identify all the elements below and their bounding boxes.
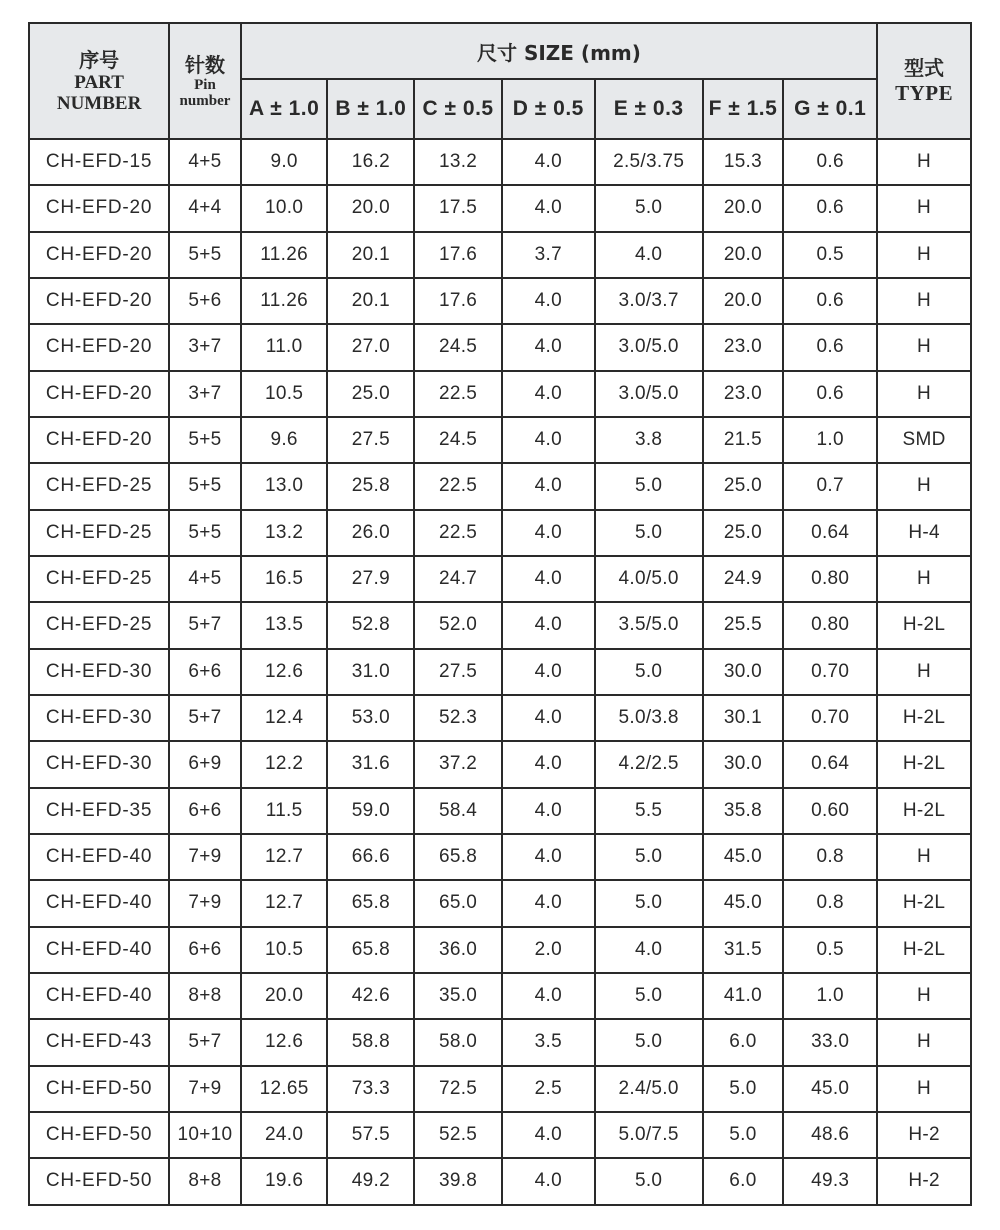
table-row bbox=[29, 510, 971, 556]
dim-c-cell: 58.4 bbox=[414, 788, 502, 834]
pin-number-cell: 3+7 bbox=[169, 324, 241, 370]
pin-number-cell: 6+9 bbox=[169, 741, 241, 787]
dim-a-cell: 13.2 bbox=[241, 510, 328, 556]
pin-number-cell: 7+9 bbox=[169, 880, 241, 926]
dim-b-cell: 20.1 bbox=[327, 232, 414, 278]
dim-d-cell: 4.0 bbox=[502, 278, 595, 324]
dim-b-cell: 31.6 bbox=[327, 741, 414, 787]
type-header bbox=[877, 23, 971, 139]
dim-d-cell: 2.0 bbox=[502, 927, 595, 973]
part-number-cell: CH-EFD-20 bbox=[29, 185, 169, 231]
dim-a-cell: 16.5 bbox=[241, 556, 328, 602]
type-cell: H bbox=[877, 973, 971, 1019]
type-cell: H bbox=[877, 139, 971, 185]
dim-a-cell: 12.2 bbox=[241, 741, 328, 787]
dim-b-cell: 66.6 bbox=[327, 834, 414, 880]
table-row bbox=[29, 927, 971, 973]
dim-b-cell: 27.9 bbox=[327, 556, 414, 602]
dim-f-cell: 15.3 bbox=[703, 139, 784, 185]
dim-a-cell: 10.5 bbox=[241, 371, 328, 417]
dim-e-cell: 3.8 bbox=[595, 417, 703, 463]
pin-number-cell: 10+10 bbox=[169, 1112, 241, 1158]
dim-d-cell: 4.0 bbox=[502, 185, 595, 231]
dim-g-cell: 0.64 bbox=[783, 510, 877, 556]
dim-g-cell: 48.6 bbox=[783, 1112, 877, 1158]
dim-f-cell: 45.0 bbox=[703, 880, 784, 926]
dim-d-cell: 4.0 bbox=[502, 463, 595, 509]
dim-f-cell: 20.0 bbox=[703, 232, 784, 278]
table-row bbox=[29, 1158, 971, 1204]
dim-d-cell: 4.0 bbox=[502, 649, 595, 695]
part-number-cell: CH-EFD-25 bbox=[29, 556, 169, 602]
dim-d-cell: 2.5 bbox=[502, 1066, 595, 1112]
dim-g-cell: 0.70 bbox=[783, 649, 877, 695]
table-row bbox=[29, 1066, 971, 1112]
dim-c-cell: 36.0 bbox=[414, 927, 502, 973]
dim-c-cell: 72.5 bbox=[414, 1066, 502, 1112]
dim-b-cell: 25.0 bbox=[327, 371, 414, 417]
dim-b-cell: 59.0 bbox=[327, 788, 414, 834]
type-cell: H bbox=[877, 278, 971, 324]
dim-e-cell: 5.0 bbox=[595, 463, 703, 509]
pin-number-cell: 7+9 bbox=[169, 834, 241, 880]
dim-e-cell: 5.0 bbox=[595, 973, 703, 1019]
dim-f-header: F ± 1.5 bbox=[703, 79, 784, 139]
part-number-header bbox=[29, 23, 169, 139]
dim-d-cell: 4.0 bbox=[502, 741, 595, 787]
part-number-cell: CH-EFD-15 bbox=[29, 139, 169, 185]
dim-a-cell: 12.65 bbox=[241, 1066, 328, 1112]
dim-g-cell: 0.64 bbox=[783, 741, 877, 787]
dim-f-cell: 30.0 bbox=[703, 649, 784, 695]
table-row bbox=[29, 371, 971, 417]
dim-f-cell: 5.0 bbox=[703, 1066, 784, 1112]
dim-c-cell: 24.5 bbox=[414, 324, 502, 370]
table-row bbox=[29, 973, 971, 1019]
dim-g-header: G ± 0.1 bbox=[783, 79, 877, 139]
dim-e-cell: 5.0 bbox=[595, 510, 703, 556]
part-number-cell: CH-EFD-20 bbox=[29, 232, 169, 278]
dim-c-cell: 17.6 bbox=[414, 278, 502, 324]
dim-a-cell: 24.0 bbox=[241, 1112, 328, 1158]
part-number-cell: CH-EFD-40 bbox=[29, 973, 169, 1019]
dim-f-cell: 20.0 bbox=[703, 185, 784, 231]
dim-d-cell: 4.0 bbox=[502, 139, 595, 185]
table-header bbox=[29, 23, 971, 139]
dim-g-cell: 0.6 bbox=[783, 324, 877, 370]
dim-c-cell: 24.7 bbox=[414, 556, 502, 602]
dim-e-header: E ± 0.3 bbox=[595, 79, 703, 139]
dim-d-cell: 3.7 bbox=[502, 232, 595, 278]
dim-b-cell: 42.6 bbox=[327, 973, 414, 1019]
dim-e-cell: 3.0/5.0 bbox=[595, 371, 703, 417]
pin-number-header-zh: 针数 bbox=[184, 53, 225, 77]
dim-e-cell: 5.0 bbox=[595, 834, 703, 880]
type-cell: H bbox=[877, 371, 971, 417]
dim-a-cell: 12.6 bbox=[241, 649, 328, 695]
type-cell: H bbox=[877, 185, 971, 231]
dim-a-cell: 11.26 bbox=[241, 278, 328, 324]
dim-b-cell: 26.0 bbox=[327, 510, 414, 556]
pin-number-cell: 5+5 bbox=[169, 463, 241, 509]
table-row bbox=[29, 185, 971, 231]
dim-e-cell: 5.0 bbox=[595, 185, 703, 231]
dim-d-cell: 4.0 bbox=[502, 556, 595, 602]
dim-d-cell: 4.0 bbox=[502, 371, 595, 417]
table-row bbox=[29, 1112, 971, 1158]
dim-e-cell: 4.0 bbox=[595, 232, 703, 278]
part-number-cell: CH-EFD-30 bbox=[29, 649, 169, 695]
dim-f-cell: 20.0 bbox=[703, 278, 784, 324]
dim-f-cell: 25.0 bbox=[703, 510, 784, 556]
type-cell: H bbox=[877, 324, 971, 370]
dim-d-header: D ± 0.5 bbox=[502, 79, 595, 139]
type-cell: H-2L bbox=[877, 741, 971, 787]
part-number-cell: CH-EFD-40 bbox=[29, 834, 169, 880]
dim-d-cell: 4.0 bbox=[502, 880, 595, 926]
table-row bbox=[29, 880, 971, 926]
type-cell: H-2L bbox=[877, 788, 971, 834]
dim-d-cell: 4.0 bbox=[502, 510, 595, 556]
table-row bbox=[29, 1019, 971, 1065]
table-row bbox=[29, 417, 971, 463]
dim-c-cell: 52.5 bbox=[414, 1112, 502, 1158]
dim-b-cell: 20.1 bbox=[327, 278, 414, 324]
dim-g-cell: 0.70 bbox=[783, 695, 877, 741]
dim-e-cell: 2.5/3.75 bbox=[595, 139, 703, 185]
dim-c-cell: 39.8 bbox=[414, 1158, 502, 1204]
dim-e-cell: 5.0/7.5 bbox=[595, 1112, 703, 1158]
dim-c-cell: 22.5 bbox=[414, 463, 502, 509]
dim-f-cell: 30.1 bbox=[703, 695, 784, 741]
dim-b-cell: 27.0 bbox=[327, 324, 414, 370]
type-cell: H-2L bbox=[877, 695, 971, 741]
dim-b-cell: 58.8 bbox=[327, 1019, 414, 1065]
dim-e-cell: 5.0/3.8 bbox=[595, 695, 703, 741]
pin-number-cell: 4+5 bbox=[169, 139, 241, 185]
pin-number-cell: 5+5 bbox=[169, 510, 241, 556]
dim-f-cell: 21.5 bbox=[703, 417, 784, 463]
type-cell: SMD bbox=[877, 417, 971, 463]
part-number-cell: CH-EFD-20 bbox=[29, 371, 169, 417]
dim-f-cell: 35.8 bbox=[703, 788, 784, 834]
part-number-cell: CH-EFD-25 bbox=[29, 463, 169, 509]
dim-a-cell: 11.0 bbox=[241, 324, 328, 370]
dim-d-cell: 4.0 bbox=[502, 417, 595, 463]
table-row bbox=[29, 556, 971, 602]
dim-g-cell: 0.80 bbox=[783, 556, 877, 602]
dim-f-cell: 23.0 bbox=[703, 324, 784, 370]
pin-number-cell: 8+8 bbox=[169, 1158, 241, 1204]
dim-e-cell: 3.0/3.7 bbox=[595, 278, 703, 324]
size-group-header: 尺寸 SIZE (mm) bbox=[241, 23, 877, 79]
part-number-header-zh: 序号 bbox=[79, 48, 120, 72]
dim-f-cell: 30.0 bbox=[703, 741, 784, 787]
pin-number-cell: 5+7 bbox=[169, 602, 241, 648]
dim-f-cell: 6.0 bbox=[703, 1158, 784, 1204]
dim-g-cell: 1.0 bbox=[783, 973, 877, 1019]
dim-g-cell: 0.60 bbox=[783, 788, 877, 834]
dim-e-cell: 5.0 bbox=[595, 649, 703, 695]
dim-e-cell: 5.0 bbox=[595, 1019, 703, 1065]
table-row bbox=[29, 741, 971, 787]
dim-b-header: B ± 1.0 bbox=[327, 79, 414, 139]
dim-f-cell: 25.0 bbox=[703, 463, 784, 509]
dim-d-cell: 3.5 bbox=[502, 1019, 595, 1065]
table-row bbox=[29, 232, 971, 278]
dim-c-cell: 37.2 bbox=[414, 741, 502, 787]
table-row bbox=[29, 278, 971, 324]
dim-g-cell: 45.0 bbox=[783, 1066, 877, 1112]
dim-c-header: C ± 0.5 bbox=[414, 79, 502, 139]
pin-number-header bbox=[169, 23, 241, 139]
dim-d-cell: 4.0 bbox=[502, 834, 595, 880]
dim-d-cell: 4.0 bbox=[502, 1158, 595, 1204]
type-cell: H-2 bbox=[877, 1158, 971, 1204]
dim-g-cell: 0.6 bbox=[783, 371, 877, 417]
dim-c-cell: 17.6 bbox=[414, 232, 502, 278]
part-number-cell: CH-EFD-50 bbox=[29, 1066, 169, 1112]
dim-a-cell: 13.0 bbox=[241, 463, 328, 509]
part-number-cell: CH-EFD-20 bbox=[29, 278, 169, 324]
dim-g-cell: 0.6 bbox=[783, 278, 877, 324]
dim-c-cell: 52.3 bbox=[414, 695, 502, 741]
dim-g-cell: 0.7 bbox=[783, 463, 877, 509]
part-number-cell: CH-EFD-30 bbox=[29, 695, 169, 741]
dim-g-cell: 1.0 bbox=[783, 417, 877, 463]
table-row bbox=[29, 139, 971, 185]
dim-d-cell: 4.0 bbox=[502, 973, 595, 1019]
type-cell: H-2 bbox=[877, 1112, 971, 1158]
part-number-cell: CH-EFD-43 bbox=[29, 1019, 169, 1065]
dim-e-cell: 4.0 bbox=[595, 927, 703, 973]
dim-f-cell: 41.0 bbox=[703, 973, 784, 1019]
pin-number-cell: 8+8 bbox=[169, 973, 241, 1019]
dim-f-cell: 24.9 bbox=[703, 556, 784, 602]
dim-c-cell: 35.0 bbox=[414, 973, 502, 1019]
dim-g-cell: 0.80 bbox=[783, 602, 877, 648]
dim-c-cell: 13.2 bbox=[414, 139, 502, 185]
pin-number-cell: 5+7 bbox=[169, 1019, 241, 1065]
dim-d-cell: 4.0 bbox=[502, 324, 595, 370]
dim-e-cell: 5.0 bbox=[595, 880, 703, 926]
dim-c-cell: 17.5 bbox=[414, 185, 502, 231]
dim-a-cell: 12.7 bbox=[241, 834, 328, 880]
part-number-cell: CH-EFD-50 bbox=[29, 1158, 169, 1204]
part-number-cell: CH-EFD-25 bbox=[29, 510, 169, 556]
dim-g-cell: 0.5 bbox=[783, 927, 877, 973]
dim-a-cell: 12.6 bbox=[241, 1019, 328, 1065]
pin-number-cell: 5+5 bbox=[169, 232, 241, 278]
part-number-cell: CH-EFD-50 bbox=[29, 1112, 169, 1158]
dim-c-cell: 22.5 bbox=[414, 510, 502, 556]
dim-f-cell: 25.5 bbox=[703, 602, 784, 648]
dim-b-cell: 20.0 bbox=[327, 185, 414, 231]
type-cell: H-2L bbox=[877, 880, 971, 926]
type-cell: H-2L bbox=[877, 927, 971, 973]
type-cell: H bbox=[877, 1066, 971, 1112]
part-number-cell: CH-EFD-40 bbox=[29, 927, 169, 973]
part-number-cell: CH-EFD-35 bbox=[29, 788, 169, 834]
dim-e-cell: 4.2/2.5 bbox=[595, 741, 703, 787]
pin-number-cell: 5+6 bbox=[169, 278, 241, 324]
type-cell: H bbox=[877, 649, 971, 695]
part-number-header-en-1: PART bbox=[74, 72, 124, 93]
dim-g-cell: 49.3 bbox=[783, 1158, 877, 1204]
dim-a-cell: 13.5 bbox=[241, 602, 328, 648]
dim-b-cell: 31.0 bbox=[327, 649, 414, 695]
type-cell: H-4 bbox=[877, 510, 971, 556]
pin-number-header-en: Pin number bbox=[179, 77, 231, 109]
pin-number-cell: 3+7 bbox=[169, 371, 241, 417]
dim-a-cell: 10.5 bbox=[241, 927, 328, 973]
dim-a-cell: 11.5 bbox=[241, 788, 328, 834]
pin-number-cell: 6+6 bbox=[169, 649, 241, 695]
dim-c-cell: 52.0 bbox=[414, 602, 502, 648]
dim-f-cell: 45.0 bbox=[703, 834, 784, 880]
part-number-cell: CH-EFD-30 bbox=[29, 741, 169, 787]
table-row bbox=[29, 834, 971, 880]
dim-g-cell: 0.8 bbox=[783, 834, 877, 880]
table-row bbox=[29, 649, 971, 695]
dim-f-cell: 5.0 bbox=[703, 1112, 784, 1158]
dim-g-cell: 0.6 bbox=[783, 185, 877, 231]
type-cell: H bbox=[877, 834, 971, 880]
dim-e-cell: 5.5 bbox=[595, 788, 703, 834]
type-cell: H bbox=[877, 463, 971, 509]
pin-number-cell: 6+6 bbox=[169, 788, 241, 834]
dim-g-cell: 33.0 bbox=[783, 1019, 877, 1065]
dim-d-cell: 4.0 bbox=[502, 602, 595, 648]
table-row bbox=[29, 324, 971, 370]
dim-b-cell: 73.3 bbox=[327, 1066, 414, 1112]
pin-number-cell: 4+4 bbox=[169, 185, 241, 231]
type-header-en: TYPE bbox=[895, 81, 954, 105]
part-number-header-en-2: NUMBER bbox=[56, 93, 142, 114]
dim-e-cell: 4.0/5.0 bbox=[595, 556, 703, 602]
dim-b-cell: 25.8 bbox=[327, 463, 414, 509]
dim-c-cell: 58.0 bbox=[414, 1019, 502, 1065]
dim-b-cell: 49.2 bbox=[327, 1158, 414, 1204]
dim-e-cell: 2.4/5.0 bbox=[595, 1066, 703, 1112]
dim-b-cell: 65.8 bbox=[327, 927, 414, 973]
dim-d-cell: 4.0 bbox=[502, 788, 595, 834]
table-row bbox=[29, 463, 971, 509]
dim-a-cell: 11.26 bbox=[241, 232, 328, 278]
spec-table bbox=[28, 22, 972, 1206]
dim-c-cell: 65.0 bbox=[414, 880, 502, 926]
dim-e-cell: 3.5/5.0 bbox=[595, 602, 703, 648]
table-row bbox=[29, 788, 971, 834]
dim-e-cell: 3.0/5.0 bbox=[595, 324, 703, 370]
dim-b-cell: 16.2 bbox=[327, 139, 414, 185]
part-number-cell: CH-EFD-20 bbox=[29, 324, 169, 370]
dim-a-cell: 12.7 bbox=[241, 880, 328, 926]
dim-f-cell: 6.0 bbox=[703, 1019, 784, 1065]
dim-c-cell: 24.5 bbox=[414, 417, 502, 463]
pin-number-cell: 6+6 bbox=[169, 927, 241, 973]
dim-b-cell: 57.5 bbox=[327, 1112, 414, 1158]
dim-g-cell: 0.6 bbox=[783, 139, 877, 185]
dim-a-cell: 20.0 bbox=[241, 973, 328, 1019]
pin-number-cell: 4+5 bbox=[169, 556, 241, 602]
type-header-zh: 型式 bbox=[904, 56, 945, 80]
dim-c-cell: 22.5 bbox=[414, 371, 502, 417]
part-number-cell: CH-EFD-20 bbox=[29, 417, 169, 463]
dim-a-header: A ± 1.0 bbox=[241, 79, 328, 139]
dim-b-cell: 52.8 bbox=[327, 602, 414, 648]
dim-a-cell: 10.0 bbox=[241, 185, 328, 231]
dim-b-cell: 65.8 bbox=[327, 880, 414, 926]
dim-a-cell: 9.0 bbox=[241, 139, 328, 185]
dim-g-cell: 0.5 bbox=[783, 232, 877, 278]
dim-d-cell: 4.0 bbox=[502, 1112, 595, 1158]
table-row bbox=[29, 695, 971, 741]
dim-e-cell: 5.0 bbox=[595, 1158, 703, 1204]
pin-number-cell: 5+5 bbox=[169, 417, 241, 463]
table-body bbox=[29, 139, 971, 1205]
type-cell: H bbox=[877, 232, 971, 278]
pin-number-cell: 5+7 bbox=[169, 695, 241, 741]
part-number-cell: CH-EFD-40 bbox=[29, 880, 169, 926]
dim-c-cell: 27.5 bbox=[414, 649, 502, 695]
dim-g-cell: 0.8 bbox=[783, 880, 877, 926]
dim-f-cell: 31.5 bbox=[703, 927, 784, 973]
dim-d-cell: 4.0 bbox=[502, 695, 595, 741]
dim-a-cell: 19.6 bbox=[241, 1158, 328, 1204]
dim-a-cell: 12.4 bbox=[241, 695, 328, 741]
type-cell: H bbox=[877, 1019, 971, 1065]
part-number-cell: CH-EFD-25 bbox=[29, 602, 169, 648]
dim-f-cell: 23.0 bbox=[703, 371, 784, 417]
type-cell: H bbox=[877, 556, 971, 602]
dim-b-cell: 53.0 bbox=[327, 695, 414, 741]
dim-a-cell: 9.6 bbox=[241, 417, 328, 463]
type-cell: H-2L bbox=[877, 602, 971, 648]
dim-b-cell: 27.5 bbox=[327, 417, 414, 463]
pin-number-cell: 7+9 bbox=[169, 1066, 241, 1112]
table-row bbox=[29, 602, 971, 648]
dim-c-cell: 65.8 bbox=[414, 834, 502, 880]
